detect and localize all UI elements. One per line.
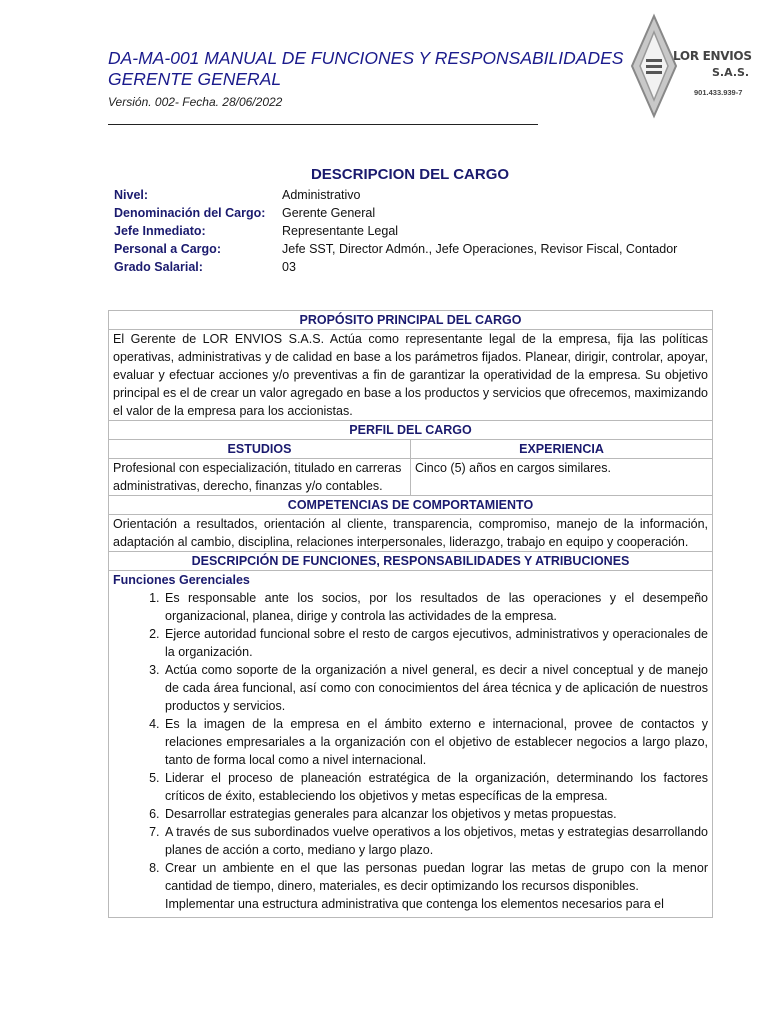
info-value: Gerente General [282,206,376,220]
estudios-header: ESTUDIOS [109,440,411,459]
header-divider [108,124,538,125]
list-item: 3. Actúa como soporte de la organización a nivel general, es decir a nivel conceptual y de manejo de cada área funcional, así como con conocimientos del área técnica y de aplicación de nuestros productos y servicios. [163,661,708,715]
competencias-text: Orientación a resultados, orientación al cliente, transparencia, compromiso, manejo de la información, adaptación al cambio, disciplina, relaciones interpersonales, liderazgo, trabajo en equipo y cooperación. [109,515,713,552]
info-value: Jefe SST, Director Admón., Jefe Operaciones, Revisor Fiscal, Contador [282,242,678,256]
functions-list [113,589,708,917]
list-item: 7. A través de sus subordinados vuelve operativos a los objetivos, metas y estrategias desarrollando planes de acción a corto, mediano y largo plazo. [163,823,708,859]
list-item: 2. Ejerce autoridad funcional sobre el resto de cargos ejecutivos, administrativos y operacionales de la organización. [163,625,708,661]
info-row-jefe [114,222,677,240]
descripcion-info [114,186,677,276]
logo-name: LOR ENVIOS [673,49,752,63]
funciones-body [109,571,713,918]
info-row-denominacion [114,204,677,222]
info-label: Personal a Cargo: [114,242,221,256]
funciones-header: DESCRIPCIÓN DE FUNCIONES, RESPONSABILIDADES Y ATRIBUCIONES [109,552,713,571]
info-label: Denominación del Cargo: [114,206,266,220]
list-item: 5. Liderar el proceso de planeación estratégica de la organización, determinando los factores críticos de éxito, estableciendo los objetivos y metas específicas de la empresa. [163,769,708,805]
experiencia-header: EXPERIENCIA [411,440,713,459]
logo-nit: 901.433.939-7 [694,88,743,97]
list-item: 4. Es la imagen de la empresa en el ámbito externo e internacional, provee de contactos y relaciones empresariales a la organización con el objetivo de establecer negocios a largo plazo, tanto de forma local como a nivel internacional. [163,715,708,769]
info-value: Administrativo [282,188,361,202]
info-row-grado [114,258,677,276]
document-title: DA-MA-001 MANUAL DE FUNCIONES Y RESPONSABILIDADES GERENTE GENERAL [108,48,624,89]
list-item: 8. Crear un ambiente en el que las personas puedan lograr las metas de grupo con la menor cantidad de tiempo, dinero, materiales, es decir optimizando los recursos disponibles. [163,859,708,895]
estudios-text: Profesional con especialización, titulado en carreras administrativas, derecho, finanzas y/o contables. [109,459,411,496]
experiencia-text: Cinco (5) años en cargos similares. [411,459,713,496]
info-label: Nivel: [114,188,149,202]
list-item: 1. Es responsable ante los socios, por los resultados de las operaciones y el desempeño organizacional, planea, dirige y controla las actividades de la empresa. [163,589,708,625]
info-label: Jefe Inmediato: [114,224,206,238]
functions-table [108,310,713,918]
logo-suffix: S.A.S. [712,66,750,79]
info-value: 03 [282,260,296,274]
proposito-header: PROPÓSITO PRINCIPAL DEL CARGO [109,311,713,330]
perfil-header: PERFIL DEL CARGO [109,421,713,440]
info-value: Representante Legal [282,224,399,238]
proposito-text: El Gerente de LOR ENVIOS S.A.S. Actúa como representante legal de la empresa, fija las políticas operativas, administrativas y de calidad en base a los parámetros fijados. Planear, dirigir, controlar, apoyar, evaluar y efectuar acciones y/o preventivas a fin de garantizar la operatividad de la empresa. Su objetivo principal es el de crear un valor agregado en base a los productos y servicios que ofrecemos, maximizando el valor de la empresa para los accionistas. [109,330,713,421]
funciones-subtitle: Funciones Gerenciales [113,573,250,587]
info-row-nivel [114,186,677,204]
list-item: 9. Implementar una estructura administrativa que contenga los elementos necesarios para el [163,895,708,917]
info-label: Grado Salarial: [114,260,203,274]
list-item: 6. Desarrollar estrategias generales para alcanzar los objetivos y metas propuestas. [163,805,708,823]
document-version: Versión. 002- Fecha. 28/06/2022 [108,95,283,109]
info-row-personal [114,240,677,258]
competencias-header: COMPETENCIAS DE COMPORTAMIENTO [109,496,713,515]
descripcion-title: DESCRIPCION DEL CARGO [310,166,510,183]
